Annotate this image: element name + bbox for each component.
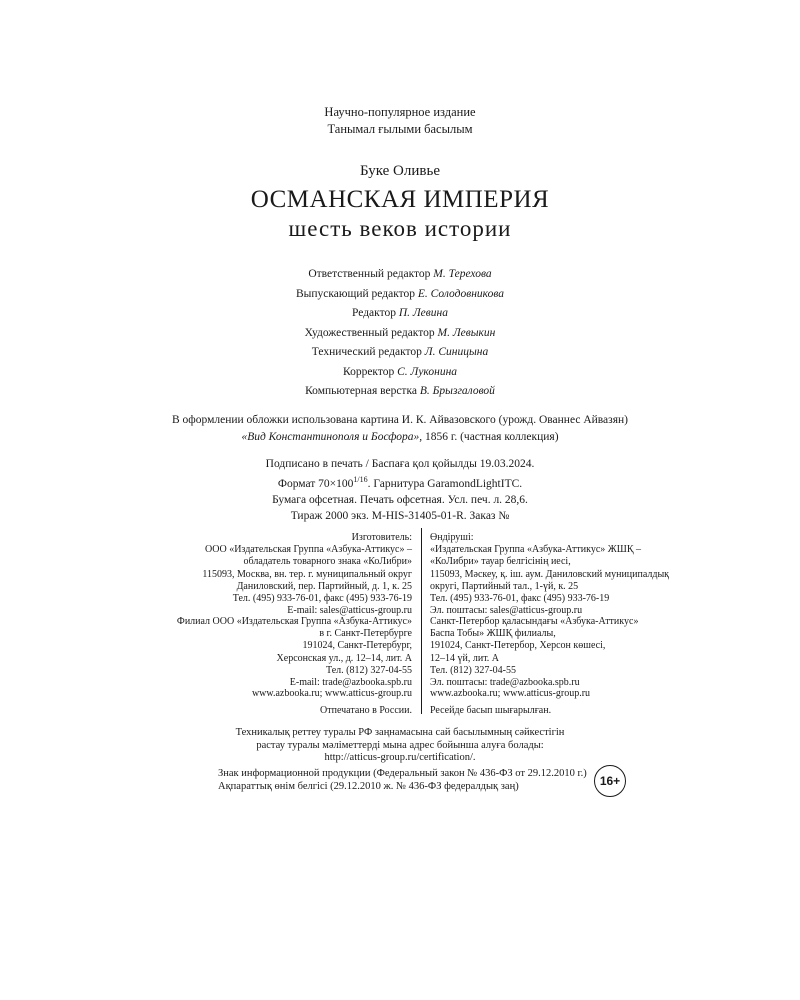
printed-kz: Ресейде басып шығарылған. bbox=[430, 705, 552, 716]
print-format bbox=[0, 472, 800, 492]
credit-name: С. Луконина bbox=[397, 365, 458, 378]
branch-line: 191024, Санкт-Петербург, bbox=[302, 640, 412, 652]
branch-email-kz: Эл. поштасы: trade@azbooka.spb.ru bbox=[430, 677, 580, 689]
manufacturer-line-kz: «Издательская Группа «Азбука-Аттикус» ЖШҚ – bbox=[430, 544, 642, 556]
printed-ru: Отпечатано в России. bbox=[320, 705, 412, 716]
branch-line-kz: 12–14 үй, лит. А bbox=[430, 652, 500, 664]
manufacturer-line: обладатель товарного знака «КоЛибри» bbox=[243, 556, 412, 568]
branch-line: Херсонская ул., д. 12–14, лит. А bbox=[276, 652, 412, 664]
manufacturer-line-kz: Тел. (495) 933-76-01, факс (495) 933-76-19 bbox=[430, 593, 610, 605]
credits-list bbox=[0, 265, 800, 402]
genre-block bbox=[0, 104, 800, 138]
certification-url: http://atticus-group.ru/certification/. bbox=[324, 752, 476, 763]
certification-note bbox=[0, 727, 800, 765]
book-title: ОСМАНСКАЯ ИМПЕРИЯ bbox=[250, 186, 550, 213]
genre-ru: Научно-популярное издание bbox=[324, 105, 476, 119]
manufacturer-line: Даниловский, пер. Партийный, д. 1, к. 25 bbox=[236, 580, 412, 592]
credit-role: Выпускающий редактор bbox=[295, 287, 416, 300]
print-paper: Бумага офсетная. Печать офсетная. Усл. печ. л. 28,6. bbox=[272, 493, 528, 506]
branch-line: Филиал ООО «Издательская Группа «Азбука-Аттикус» bbox=[176, 616, 412, 627]
cover-note bbox=[0, 412, 800, 446]
branch-line-kz: Тел. (812) 327-04-55 bbox=[430, 664, 516, 676]
print-run: Тираж 2000 экз. M-HIS-31405-01-R. Заказ № bbox=[290, 509, 510, 522]
manufacturer-email: E-mail: sales@atticus-group.ru bbox=[287, 605, 412, 617]
cover-note-line1: В оформлении обложки использована картина И. К. Айвазовского (урожд. Ованнес Айвазян) bbox=[172, 414, 628, 426]
credit-line bbox=[0, 265, 800, 285]
info-sign-kz: Ақпараттық өнім белгісі (29.12.2010 ж. № 436-ФЗ федералдық заң) bbox=[218, 780, 519, 792]
credit-name: М. Терехова bbox=[433, 268, 492, 280]
info-product-sign bbox=[218, 768, 587, 793]
branch-line: Тел. (812) 327-04-55 bbox=[326, 664, 412, 676]
web-kz: www.azbooka.ru; www.atticus-group.ru bbox=[430, 688, 591, 699]
branch-line-kz: Баспа Тобы» ЖШҚ филиалы, bbox=[430, 628, 556, 640]
credit-role: Технический редактор bbox=[311, 346, 422, 358]
manufacturer-line: 115093, Москва, вн. тер. г. муниципальный округ bbox=[202, 568, 412, 580]
credit-line bbox=[0, 324, 800, 344]
genre-kz: Танымал ғылыми басылым bbox=[327, 122, 473, 136]
branch-line-kz: Санкт-Петербор қаласындағы «Азбука-Аттикус» bbox=[430, 616, 639, 627]
manufacturer-heading: Изготовитель: bbox=[351, 532, 412, 543]
branch-kz bbox=[430, 616, 730, 689]
credit-line bbox=[0, 382, 800, 402]
print-info bbox=[0, 456, 800, 524]
column-divider bbox=[421, 528, 422, 714]
credit-line bbox=[0, 343, 800, 363]
manufacturer-block-ru bbox=[202, 532, 412, 617]
manufacturer-email-kz: Эл. поштасы: sales@atticus-group.ru bbox=[430, 605, 583, 617]
painting-details: , 1856 г. (частная коллекция) bbox=[419, 431, 559, 443]
manufacturer-line-kz: 115093, Мәскеу, қ. іш. аум. Даниловский муниципалдық bbox=[430, 568, 670, 580]
cover-note-line2 bbox=[0, 429, 800, 446]
credit-role: Компьютерная верстка bbox=[305, 385, 417, 397]
format-prefix: Формат 70×100 bbox=[277, 477, 354, 490]
painting-title: «Вид Константинополя и Босфора» bbox=[241, 431, 420, 443]
branch-line-kz: 191024, Санкт-Петербор, Херсон көшесі, bbox=[430, 640, 606, 652]
certification-line: растау туралы мәліметтерді мына адрес бойынша алуға болады: bbox=[256, 739, 544, 751]
branch-line: в г. Санкт-Петербурге bbox=[319, 628, 412, 640]
print-signed: Подписано в печать / Баспаға қол қойылды 19.03.2024. bbox=[265, 458, 535, 470]
manufacturer-line-kz: «КоЛибри» тауар белгісінің иесі, bbox=[430, 556, 571, 568]
certification-line: Техникалық реттеу туралы РФ заңнамасына сай басылымның сәйкестігін bbox=[235, 727, 565, 738]
author: Буке Оливье bbox=[360, 163, 440, 179]
credit-name: Л. Синицына bbox=[424, 346, 489, 358]
manufacturer-line-kz: округі, Партийный тал., 1-үй, к. 25 bbox=[430, 580, 579, 592]
credit-line bbox=[0, 363, 800, 383]
manufacturer-heading-kz: Өндіруші: bbox=[430, 532, 474, 543]
credit-line bbox=[0, 285, 800, 305]
info-sign-ru: Знак информационной продукции (Федеральный закон № 436-ФЗ от 29.12.2010 г.) bbox=[218, 768, 587, 779]
branch-ru bbox=[130, 616, 412, 689]
credit-role: Корректор bbox=[342, 365, 395, 378]
credit-name: Е. Солодовникова bbox=[417, 287, 505, 300]
credit-role: Художественный редактор bbox=[304, 326, 435, 339]
credit-name: В. Брызгаловой bbox=[419, 385, 495, 397]
format-rest: . Гарнитура GaramondLightITC. bbox=[367, 477, 523, 490]
credit-name: М. Левыкин bbox=[437, 326, 496, 339]
manufacturer-line: ООО «Издательская Группа «Азбука-Аттикус» – bbox=[205, 544, 412, 556]
format-fraction: 1/16 bbox=[353, 475, 368, 484]
credit-name: П. Левина bbox=[398, 307, 448, 319]
credit-line bbox=[0, 304, 800, 324]
credit-role: Редактор bbox=[352, 307, 396, 319]
book-subtitle: шесть веков истории bbox=[288, 216, 512, 241]
web-ru: www.azbooka.ru; www.atticus-group.ru bbox=[251, 688, 412, 699]
manufacturer-line: Тел. (495) 933-76-01, факс (495) 933-76-19 bbox=[232, 593, 412, 605]
credit-role: Ответственный редактор bbox=[308, 268, 431, 280]
branch-email: E-mail: trade@azbooka.spb.ru bbox=[289, 677, 412, 689]
manufacturer-kz bbox=[430, 532, 730, 617]
age-rating-badge: 16+ bbox=[594, 765, 626, 797]
